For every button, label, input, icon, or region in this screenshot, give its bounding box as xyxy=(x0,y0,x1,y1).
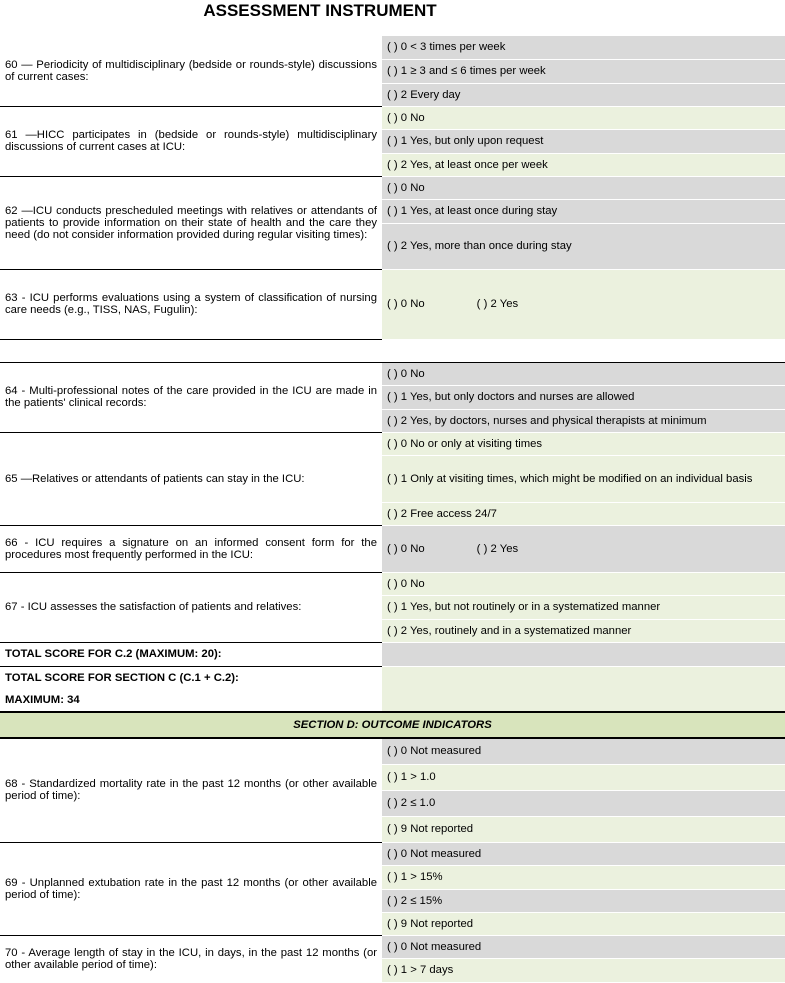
total-maximum-label: MAXIMUM: 34 xyxy=(0,689,382,712)
options-63 xyxy=(382,269,785,339)
option-68-0[interactable]: ( ) 0 Not measured xyxy=(382,738,785,764)
option-67-0[interactable]: ( ) 0 No xyxy=(382,572,785,595)
option-68-3[interactable]: ( ) 9 Not reported xyxy=(382,816,785,842)
option-60-2[interactable]: ( ) 2 Every day xyxy=(382,83,785,106)
question-60: 60 — Periodicity of multidisciplinary (bedside or rounds-style) discussions of current cases: xyxy=(0,36,382,106)
option-64-1[interactable]: ( ) 1 Yes, but only doctors and nurses are allowed xyxy=(382,385,785,409)
question-67: 67 - ICU assesses the satisfaction of patients and relatives: xyxy=(0,572,382,642)
total-section-c-score[interactable] xyxy=(382,666,785,712)
question-66: 66 - ICU requires a signature on an informed consent form for the procedures most frequently performed in the ICU: xyxy=(0,525,382,572)
question-65: 65 —Relatives or attendants of patients can stay in the ICU: xyxy=(0,432,382,525)
question-64: 64 - Multi-professional notes of the care provided in the ICU are made in the patients' clinical records: xyxy=(0,362,382,432)
blank-row xyxy=(0,339,382,362)
option-68-2[interactable]: ( ) 2 ≤ 1.0 xyxy=(382,790,785,816)
total-c2-label: TOTAL SCORE FOR C.2 (MAXIMUM: 20): xyxy=(0,642,382,666)
option-61-2[interactable]: ( ) 2 Yes, at least once per week xyxy=(382,153,785,176)
option-64-0[interactable]: ( ) 0 No xyxy=(382,362,785,385)
option-65-1[interactable]: ( ) 1 Only at visiting times, which might be modified on an individual basis xyxy=(382,455,785,502)
option-62-1[interactable]: ( ) 1 Yes, at least once during stay xyxy=(382,199,785,223)
option-67-2[interactable]: ( ) 2 Yes, routinely and in a systematized manner xyxy=(382,619,785,642)
option-60-1[interactable]: ( ) 1 ≥ 3 and ≤ 6 times per week xyxy=(382,59,785,83)
option-62-0[interactable]: ( ) 0 No xyxy=(382,176,785,199)
option-60-0[interactable]: ( ) 0 < 3 times per week xyxy=(382,36,785,59)
option-63-1[interactable]: ( ) 2 Yes xyxy=(476,298,519,310)
question-70: 70 - Average length of stay in the ICU, in days, in the past 12 months (or other available period of time): xyxy=(5,946,377,971)
option-66-1[interactable]: ( ) 2 Yes xyxy=(476,542,519,555)
option-70-0[interactable]: ( ) 0 Not measured xyxy=(382,935,785,958)
question-62: 62 —ICU conducts prescheduled meetings with relatives or attendants of patients to provide information on their state of health and the care they need (do not consider information provided during regular visiting times): xyxy=(0,176,382,269)
option-65-0[interactable]: ( ) 0 No or only at visiting times xyxy=(382,432,785,455)
total-section-c-label: TOTAL SCORE FOR SECTION C (C.1 + C.2): xyxy=(5,671,239,684)
total-c2-score[interactable] xyxy=(382,642,785,666)
option-61-0[interactable]: ( ) 0 No xyxy=(382,106,785,129)
option-69-1[interactable]: ( ) 1 > 15% xyxy=(382,865,785,889)
options-66 xyxy=(382,525,785,572)
option-69-0[interactable]: ( ) 0 Not measured xyxy=(382,842,785,865)
option-61-1[interactable]: ( ) 1 Yes, but only upon request xyxy=(382,129,785,153)
option-68-1[interactable]: ( ) 1 > 1.0 xyxy=(382,764,785,790)
option-69-3[interactable]: ( ) 9 Not reported xyxy=(382,912,785,935)
question-68: 68 - Standardized mortality rate in the past 12 months (or other available period of time): xyxy=(0,738,382,842)
option-67-1[interactable]: ( ) 1 Yes, but not routinely or in a systematized manner xyxy=(382,595,785,619)
option-63-0[interactable]: ( ) 0 No xyxy=(387,298,425,310)
assessment-table xyxy=(0,36,785,983)
option-62-2[interactable]: ( ) 2 Yes, more than once during stay xyxy=(382,223,785,269)
option-69-2[interactable]: ( ) 2 ≤ 15% xyxy=(382,889,785,912)
question-61: 61 —HICC participates in (bedside or rounds-style) multidisciplinary discussions of current cases at ICU: xyxy=(0,106,382,176)
option-66-0[interactable]: ( ) 0 No xyxy=(387,542,425,555)
page-title: ASSESSMENT INSTRUMENT xyxy=(203,1,437,20)
option-64-2[interactable]: ( ) 2 Yes, by doctors, nurses and physical therapists at minimum xyxy=(382,409,785,432)
question-63: 63 - ICU performs evaluations using a system of classification of nursing care needs (e.g., TISS, NAS, Fugulin): xyxy=(0,269,382,339)
option-65-2[interactable]: ( ) 2 Free access 24/7 xyxy=(382,502,785,525)
question-69: 69 - Unplanned extubation rate in the past 12 months (or other available period of time): xyxy=(0,842,382,935)
section-d-header: SECTION D: OUTCOME INDICATORS xyxy=(0,712,785,738)
option-70-1[interactable]: ( ) 1 > 7 days xyxy=(382,958,785,982)
